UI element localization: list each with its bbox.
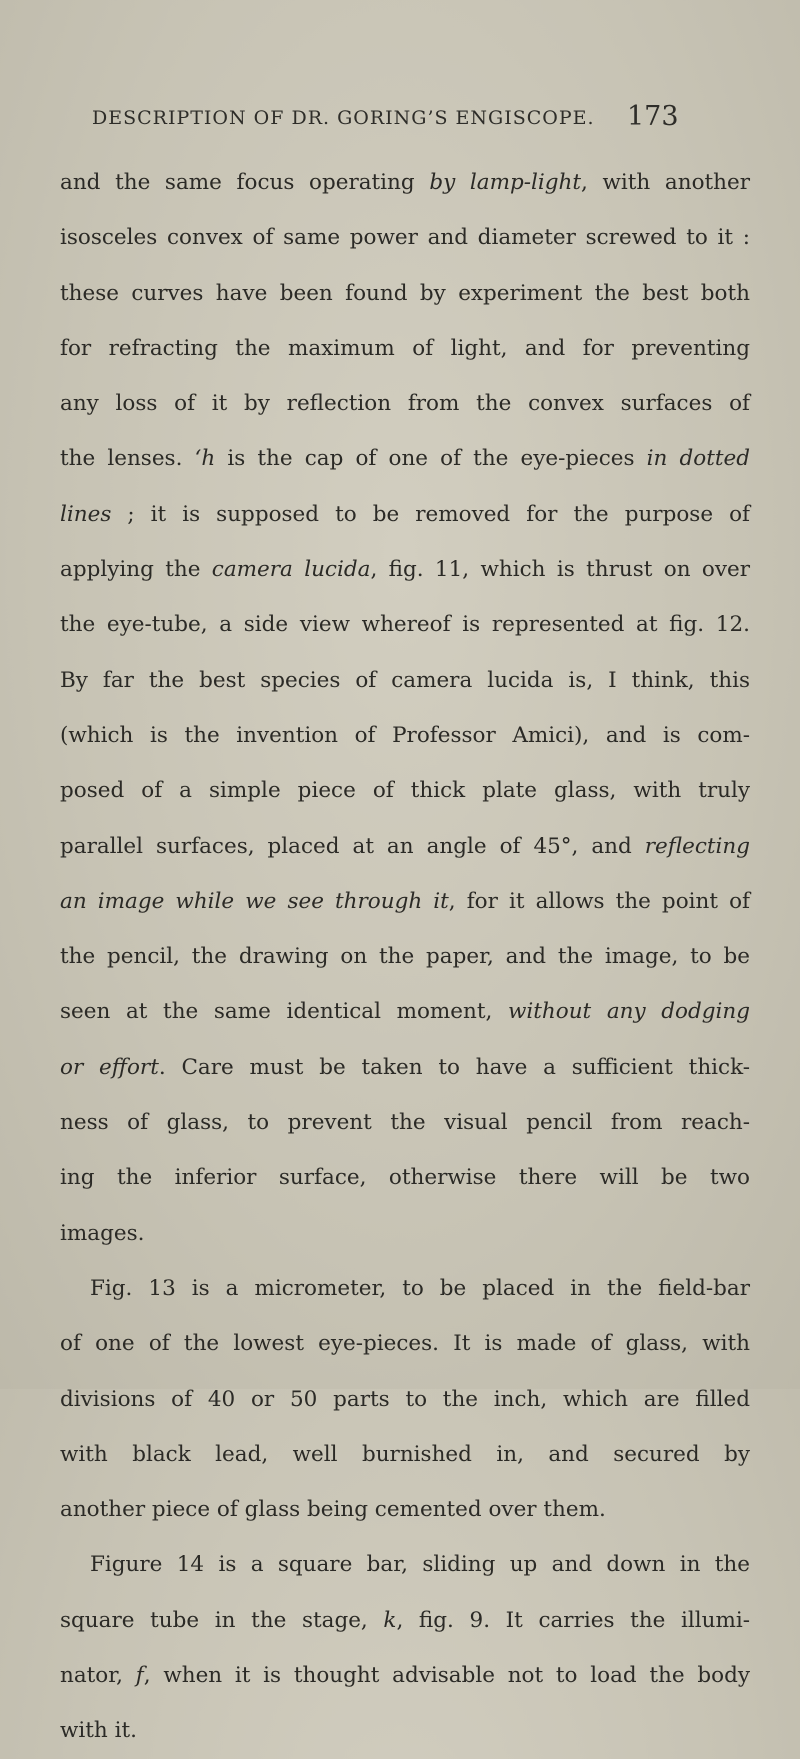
paragraph-start-line: Fig. 13 is a micrometer, to be placed in the field-bar xyxy=(90,1275,750,1301)
text-line: the eye-tube, a side view whereof is represented at fig. 12. xyxy=(60,612,750,638)
text-line: lines ; it is supposed to be removed for the purpose of xyxy=(60,501,750,527)
text-line: posed of a simple piece of thick plate glass, with truly xyxy=(60,778,750,804)
text-line: isosceles convex of same power and diameter screwed to it : xyxy=(60,225,750,251)
text-line: applying the camera lucida, fig. 11, which is thrust on over xyxy=(60,557,750,583)
text-line: of one of the lowest eye-pieces. It is made of glass, with xyxy=(60,1331,750,1357)
body-text xyxy=(60,155,750,1759)
text-line: square tube in the stage, k, fig. 9. It carries the illumi- xyxy=(60,1607,751,1633)
text-line: ness of glass, to prevent the visual pencil from reach- xyxy=(60,1110,750,1136)
text-line: By far the best species of camera lucida is, I think, this xyxy=(60,667,750,693)
page-number: 173 xyxy=(627,101,679,132)
paragraph-end-line: images. xyxy=(60,1220,145,1246)
text-line: any loss of it by reflection from the convex surfaces of xyxy=(60,391,750,417)
text-line: with black lead, well burnished in, and secured by xyxy=(60,1441,750,1467)
text-line: (which is the invention of Professor Amici), and is com- xyxy=(60,722,750,748)
paragraph-start-line: Figure 14 is a square bar, sliding up and down in the xyxy=(90,1552,750,1578)
text-line: for refracting the maximum of light, and for preventing xyxy=(60,335,750,361)
paragraph-end-line: with it. xyxy=(60,1718,137,1744)
text-line: the lenses. ‘h is the cap of one of the eye-pieces in dotted xyxy=(60,446,750,472)
text-line: an image while we see through it, for it allows the point of xyxy=(60,888,750,914)
text-line: or effort. Care must be taken to have a sufficient thick- xyxy=(60,1054,750,1080)
running-title: DESCRIPTION OF DR. GORING’S ENGISCOPE. xyxy=(92,107,595,129)
text-line: parallel surfaces, placed at an angle of 45°, and reflecting xyxy=(60,833,750,859)
paragraph-end-line: another piece of glass being cemented over them. xyxy=(60,1497,606,1523)
text-line: and the same focus operating by lamp-light, with another xyxy=(60,170,750,195)
text-line: ing the inferior surface, otherwise there will be two xyxy=(60,1165,750,1191)
text-line: the pencil, the drawing on the paper, and the image, to be xyxy=(60,944,750,970)
page-header xyxy=(92,101,712,137)
text-line: these curves have been found by experiment the best both xyxy=(60,280,750,306)
text-line: divisions of 40 or 50 parts to the inch, which are filled xyxy=(60,1386,750,1412)
text-line: nator, f, when it is thought advisable not to load the body xyxy=(60,1663,750,1689)
text-line: seen at the same identical moment, without any dodging xyxy=(60,999,750,1025)
